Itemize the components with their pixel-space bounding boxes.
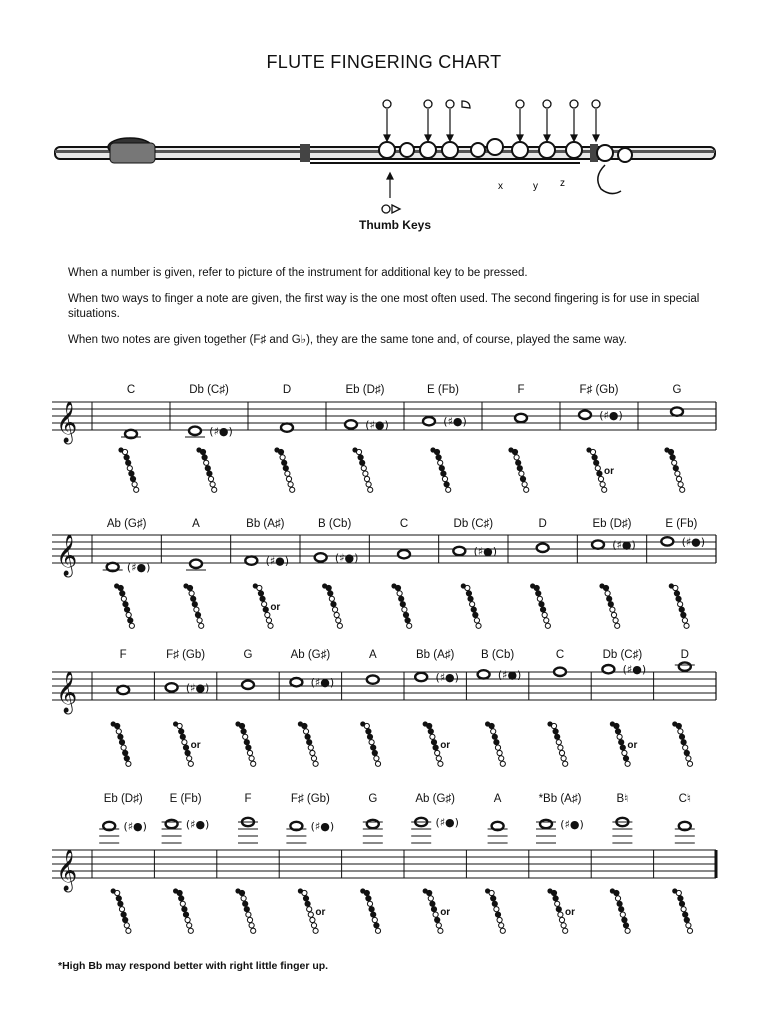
note-head (189, 427, 201, 435)
fingering-diagram (111, 888, 131, 933)
note-head (398, 550, 410, 558)
alt-note: (♯●) (599, 408, 623, 422)
key-letter-y: y (533, 181, 538, 192)
note-label: C (399, 518, 409, 530)
fingering-diagram (485, 888, 505, 933)
note-label: Bb (A♯) (246, 518, 285, 530)
thumb-keys-label: Thumb Keys (358, 218, 431, 232)
fingering-diagram (274, 447, 294, 492)
note-head (117, 686, 129, 694)
note-label: G (368, 793, 378, 805)
fingering-diagram (610, 888, 630, 933)
note-label: Bb (A♯) (416, 649, 455, 661)
alt-note: (♯●) (681, 535, 706, 549)
fingering-diagram (352, 447, 372, 492)
alt-note: (♯●) (473, 545, 498, 558)
instruction-2: When two ways to finger a note are given, the first way is the one most often used. The second fingering is for use in special situations. (68, 293, 700, 320)
or-label: or (604, 466, 614, 477)
fingering-diagram (461, 583, 481, 628)
fingering-diagram (298, 721, 318, 766)
or-label: or (565, 907, 575, 918)
fingering-diagram (360, 888, 380, 933)
note-head (242, 681, 254, 689)
note-label: A (368, 649, 377, 661)
or-label: or (270, 602, 281, 613)
alt-note: (♯●) (435, 816, 459, 829)
alt-note: (♯●) (365, 418, 389, 432)
note-head (281, 423, 293, 431)
alt-note: (♯●) (497, 668, 522, 682)
note-label: A (192, 518, 200, 530)
note-head (540, 820, 552, 828)
fingering-diagram (111, 721, 131, 766)
note-label: D (680, 649, 689, 661)
note-label: Eb (D♯) (345, 384, 385, 396)
note-head (592, 540, 604, 548)
alt-note: (♯●) (310, 676, 335, 690)
note-label: E (Fb) (169, 793, 202, 805)
instruction-3: When two notes are given together (F♯ and G♭), they are the same tone and, of course, played the same way. (68, 334, 627, 346)
note-label: Eb (D♯) (103, 793, 143, 805)
note-label: Db (C♯) (189, 384, 229, 396)
alt-note: (♯●) (310, 820, 335, 833)
note-head (367, 675, 379, 683)
or-label: or (190, 740, 201, 751)
note-label: Ab (G♯) (106, 518, 147, 530)
note-label: C (555, 649, 565, 661)
alt-note: (♯●) (334, 551, 359, 565)
or-label: or (315, 907, 326, 918)
note-label: G (243, 649, 253, 661)
note-label: C (126, 384, 136, 396)
fingering-diagram (196, 447, 216, 492)
or-label: or (627, 740, 638, 751)
alt-note: (♯●) (185, 681, 210, 695)
note-head (478, 670, 490, 678)
note-head (579, 411, 591, 419)
key-letter-x: x (498, 181, 503, 192)
note-label: F (517, 384, 525, 396)
fingering-diagram (485, 721, 505, 766)
note-label: B♮ (616, 793, 629, 805)
alt-note: (♯●) (435, 671, 459, 684)
fingering-diagram (672, 888, 692, 933)
fingering-diagram (547, 721, 567, 766)
alt-note: (♯●) (123, 820, 147, 833)
fingering-diagram (664, 447, 684, 492)
fingering-diagram (118, 447, 138, 492)
alt-note: (♯●) (622, 663, 647, 677)
note-label: F♯ (Gb) (166, 649, 206, 661)
note-head (245, 556, 257, 564)
note-label: Eb (D♯) (592, 518, 632, 530)
alt-note: (♯●) (560, 818, 584, 831)
fingering-diagram (183, 583, 203, 628)
note-head (345, 420, 357, 428)
page-title: FLUTE FINGERING CHART (266, 52, 502, 72)
treble-clef: 𝄞 (56, 850, 78, 891)
alt-note: (♯●) (126, 561, 151, 574)
note-head (166, 820, 178, 828)
alt-note: (♯●) (265, 554, 290, 568)
fingering-diagram (672, 721, 692, 766)
fingering-diagram (322, 583, 342, 628)
note-label: G (672, 384, 682, 396)
note-head (415, 673, 427, 681)
fingering-diagram (530, 583, 550, 628)
note-label: F♯ (Gb) (290, 793, 330, 805)
note-label: Db (C♯) (453, 518, 494, 530)
fingering-diagram (669, 583, 689, 628)
alt-note: (♯●) (185, 818, 210, 831)
note-head (190, 560, 202, 568)
alt-note: (♯●) (209, 424, 233, 438)
alt-note: (♯●) (612, 538, 636, 552)
key-letter-z: z (560, 178, 565, 189)
fingering-diagram (508, 447, 528, 492)
note-label: A (493, 793, 502, 805)
fingering-diagram (391, 583, 411, 628)
note-head (367, 820, 379, 828)
treble-clef: 𝄞 (56, 402, 78, 443)
note-head (537, 544, 549, 552)
note-label: E (Fb) (427, 384, 459, 396)
note-label: D (282, 384, 292, 396)
note-head (679, 662, 691, 670)
fingering-diagram (235, 721, 255, 766)
note-head (423, 417, 435, 425)
fingering-diagram (430, 447, 450, 492)
note-head (515, 414, 527, 422)
note-label: F♯ (Gb) (579, 384, 619, 396)
note-head (315, 553, 327, 561)
note-label: Db (C♯) (602, 649, 643, 661)
note-label: D (538, 518, 547, 530)
note-label: B (Cb) (318, 518, 352, 530)
note-head (602, 665, 614, 673)
or-label: or (440, 907, 451, 918)
note-label: F (119, 649, 127, 661)
fingering-diagram (599, 583, 619, 628)
note-head (661, 537, 673, 545)
note-label: E (Fb) (665, 518, 698, 530)
treble-clef: 𝄞 (56, 535, 78, 576)
footnote: *High Bb may respond better with right little finger up. (58, 960, 329, 972)
note-head (453, 547, 465, 555)
fingering-diagram (235, 888, 255, 933)
note-label: F (244, 793, 252, 805)
fingering-diagram (173, 888, 193, 933)
instruction-1: When a number is given, refer to picture of the instrument for additional key to be pressed. (68, 267, 528, 279)
note-label: Ab (G♯) (415, 793, 456, 805)
alt-note: (♯●) (443, 415, 467, 429)
note-head (671, 407, 683, 415)
treble-clef: 𝄞 (56, 672, 78, 713)
or-label: or (440, 740, 451, 751)
note-label: B (Cb) (480, 649, 515, 661)
fingering-diagram (360, 721, 380, 766)
note-label: *Bb (A♯) (538, 793, 582, 805)
note-head (554, 668, 566, 676)
note-head (166, 683, 178, 691)
note-label: C♮ (678, 793, 692, 805)
note-label: Ab (G♯) (290, 649, 331, 661)
fingering-diagram (114, 583, 134, 628)
note-head (290, 678, 302, 686)
